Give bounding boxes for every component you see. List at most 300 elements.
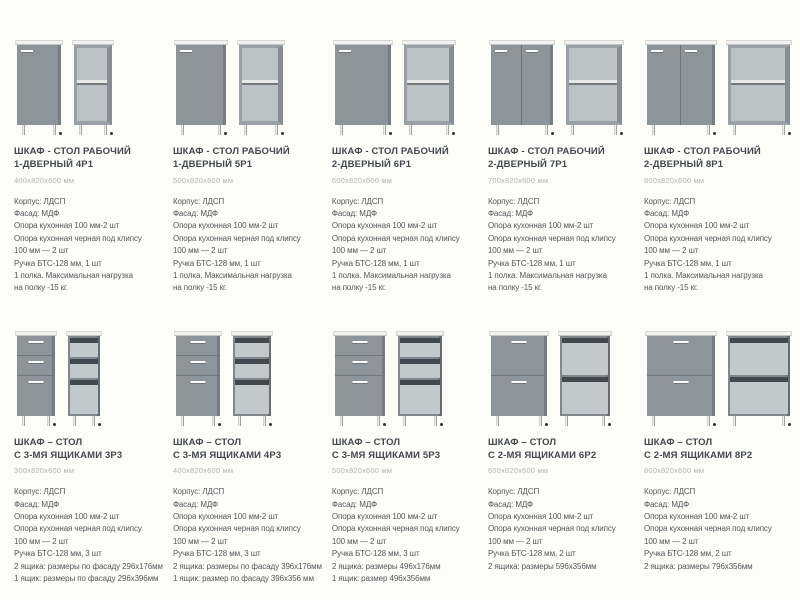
open-drawer-box (400, 359, 440, 378)
spec-line: 1 полка. Максимальная нагрузка (331, 270, 451, 280)
drawer-handle (673, 341, 688, 343)
spec-line: Опора кухонная черная под клипсу (643, 524, 772, 534)
spec-line: Фасад: МДФ (14, 499, 60, 509)
countertop (174, 40, 228, 45)
spec-line: Ручка БТС-128 мм, 1 шт (14, 258, 102, 268)
product-title-line2: 2-ДВЕРНЫЙ 8Р1 (643, 159, 724, 171)
cabinet-leg (244, 125, 247, 135)
spec-line: Опора кухонная черная под клипсу (331, 233, 460, 243)
cabinet-closed-illustration (176, 40, 226, 135)
cabinet-open-illustration (728, 40, 790, 135)
door-handle (495, 50, 507, 52)
product-dimensions: 700х820х600 мм (487, 175, 549, 185)
countertop (726, 40, 792, 45)
spec-line: 1 ящик: размер 496х356мм (331, 574, 431, 584)
cabinet-leg (275, 125, 278, 135)
spec-line: на полку -15 кг. (643, 283, 698, 293)
product-title-line1: ШКАФ - СТОЛ РАБОЧИЙ (487, 146, 605, 157)
spec-line: Ручка БТС-128 мм, 3 шт (14, 549, 102, 559)
cabinet-open-illustration (728, 331, 790, 426)
cabinet-open-illustration (233, 331, 271, 426)
product-specs (332, 196, 478, 295)
cabinet-leg (181, 416, 184, 426)
cabinet-body (335, 45, 391, 125)
product-title (14, 436, 163, 463)
spec-line: Корпус: ЛДСП (643, 487, 696, 497)
cabinet-door (522, 45, 553, 125)
cabinet-legs (176, 125, 226, 135)
spec-line: на полку -15 кг. (14, 283, 69, 293)
spec-line: на полку -15 кг. (172, 283, 227, 293)
spec-line: Опора кухонная 100 мм-2 шт (331, 512, 438, 522)
spec-line: Опора кухонная 100 мм-2 шт (643, 512, 750, 522)
product-title-line1: ШКАФ – СТОЛ (331, 436, 401, 448)
product-card (173, 20, 322, 295)
spec-line: Фасад: МДФ (331, 499, 377, 509)
spec-line: Ручка БТС-128 мм, 1 шт (331, 258, 420, 268)
spec-line: 1 полка. Максимальная нагрузка (14, 270, 133, 280)
product-grid (14, 20, 790, 585)
open-drawer-box (562, 377, 608, 414)
cabinet-open-illustration (74, 40, 112, 135)
cabinet-leg (446, 125, 449, 135)
product-title-line1: ШКАФ - СТОЛ РАБОЧИЙ (172, 146, 290, 157)
drawer-front (335, 356, 385, 375)
countertop (333, 331, 387, 336)
drawer-front (17, 336, 55, 355)
cabinet-body (491, 336, 547, 416)
cabinet-open-illustration (239, 40, 283, 135)
spec-line: 2 ящика: размеры 596х356мм (487, 561, 597, 571)
cabinet-door (176, 45, 226, 125)
countertop (174, 331, 222, 336)
cabinet-legs (728, 416, 790, 426)
spec-line: 100 мм — 2 шт (172, 536, 228, 546)
drawer-front (176, 356, 220, 375)
cabinet-open-illustration (398, 331, 442, 426)
door-handle (685, 50, 697, 52)
cabinet-legs (404, 125, 454, 135)
cabinet-leg (22, 416, 25, 426)
drawer-front (17, 376, 55, 416)
product-title-line2: 1-ДВЕРНЫЙ 4Р1 (14, 159, 94, 171)
cabinet-leg (73, 416, 76, 426)
door-handle (339, 50, 351, 52)
spec-line: 100 мм — 2 шт (487, 246, 543, 256)
cabinet-leg (602, 416, 605, 426)
product-specs (14, 486, 163, 585)
cabinet-body (176, 45, 226, 125)
cabinet-leg (377, 416, 380, 426)
product-title-line2: 2-ДВЕРНЫЙ 6Р1 (331, 159, 412, 171)
cabinet-body (335, 336, 385, 416)
cabinet-leg (707, 416, 710, 426)
cabinet-leg (218, 125, 221, 135)
countertop (564, 40, 624, 45)
spec-line: 2 ящика: размеры 796х356мм (643, 561, 753, 571)
cabinet-body (560, 336, 610, 416)
spec-line: Опора кухонная черная под клипсу (14, 233, 142, 243)
product-card (644, 20, 790, 295)
open-drawer-box (235, 380, 269, 414)
spec-line: 100 мм — 2 шт (487, 536, 543, 546)
cabinet-leg (92, 416, 95, 426)
product-dimensions: 400х820х600 мм (172, 466, 234, 476)
drawer-handle (190, 381, 205, 383)
cabinet-legs (647, 125, 715, 135)
cabinet-leg (733, 416, 736, 426)
product-illustrations (14, 311, 163, 431)
countertop (231, 331, 273, 336)
product-title-line2: 1-ДВЕРНЫЙ 5Р1 (172, 159, 253, 171)
drawer-handle (29, 341, 44, 343)
cabinet-leg (496, 416, 499, 426)
cabinet-leg (782, 416, 785, 426)
drawer-handle (190, 341, 205, 343)
cabinet-leg (383, 125, 386, 135)
cabinet-legs (74, 125, 112, 135)
cabinet-leg (539, 416, 542, 426)
cabinet-body (398, 336, 442, 416)
open-drawer-box (235, 359, 269, 378)
spec-line: Опора кухонная черная под клипсу (14, 524, 142, 534)
cabinet-leg (707, 125, 710, 135)
spec-line: 1 ящик: размер по фасаду 396х356 мм (172, 574, 314, 584)
cabinet-body (239, 45, 283, 125)
product-title (173, 436, 322, 463)
cabinet-body (647, 336, 715, 416)
product-specs (14, 196, 163, 295)
spec-line: Корпус: ЛДСП (14, 487, 66, 497)
cabinet-legs (491, 125, 553, 135)
cabinet-body (647, 45, 715, 125)
spec-line: Корпус: ЛДСП (172, 196, 225, 206)
door-handle (526, 50, 538, 52)
spec-line: Фасад: МДФ (14, 208, 60, 218)
spec-line: Опора кухонная 100 мм-2 шт (14, 221, 120, 231)
spec-line: 100 мм — 2 шт (331, 246, 387, 256)
cabinet-body (17, 45, 61, 125)
drawer-handle (29, 361, 44, 363)
countertop (645, 40, 717, 45)
product-title (332, 436, 478, 463)
product-card (173, 311, 322, 586)
drawer-handle (352, 341, 367, 343)
door-handle (180, 50, 192, 52)
cabinet-closed-illustration (176, 331, 220, 426)
door-handle (651, 50, 663, 52)
countertop (15, 331, 57, 336)
drawer-front (335, 376, 385, 416)
product-dimensions: 600х820х600 мм (331, 175, 393, 185)
product-title (332, 145, 478, 172)
open-drawer-box (70, 359, 98, 378)
shelf (569, 80, 617, 83)
cabinet-legs (335, 125, 391, 135)
drawer-handle (673, 381, 688, 383)
spec-line: 1 ящик: размеры по фасаду 296х396мм (14, 574, 159, 584)
open-drawer-box (70, 338, 98, 357)
cabinet-closed-illustration (647, 331, 715, 426)
cabinet-leg (403, 416, 406, 426)
product-title-line1: ШКАФ – СТОЛ (643, 436, 713, 448)
drawer-front (647, 376, 715, 416)
product-illustrations (14, 20, 163, 140)
product-specs (644, 486, 790, 573)
open-drawer-box (562, 338, 608, 375)
spec-line: 100 мм — 2 шт (172, 246, 228, 256)
product-specs (488, 196, 634, 295)
cabinet-body (491, 45, 553, 125)
drawer-front (335, 336, 385, 355)
product-title (644, 436, 790, 463)
cabinet-legs (17, 125, 61, 135)
spec-line: Ручка БТС-128 мм, 1 шт (487, 258, 576, 268)
countertop (645, 331, 717, 336)
cabinet-body (74, 45, 112, 125)
product-title-line1: ШКАФ – СТОЛ (487, 436, 557, 448)
countertop (402, 40, 456, 45)
spec-line: Опора кухонная черная под клипсу (172, 233, 301, 243)
cabinet-leg (47, 416, 50, 426)
spec-line: Опора кухонная 100 мм-2 шт (172, 221, 279, 231)
spec-line: Опора кухонная 100 мм-2 шт (487, 512, 594, 522)
cabinet-door (335, 45, 391, 125)
spec-line: Опора кухонная 100 мм-2 шт (487, 221, 594, 231)
shelf (242, 80, 278, 83)
cabinet-closed-illustration (491, 331, 547, 426)
product-illustrations (173, 20, 322, 140)
spec-line: на полку -15 кг. (331, 283, 386, 293)
spec-line: Ручка БТС-128 мм, 1 шт (172, 258, 261, 268)
spec-line: 100 мм — 2 шт (643, 536, 699, 546)
drawer-handle (352, 361, 367, 363)
countertop (66, 331, 102, 336)
cabinet-leg (340, 125, 343, 135)
spec-line: Фасад: МДФ (487, 499, 534, 509)
product-illustrations (488, 311, 634, 431)
spec-line: 100 мм — 2 шт (331, 536, 387, 546)
spec-line: Корпус: ЛДСП (487, 487, 540, 497)
cabinet-legs (233, 416, 271, 426)
spec-line: Опора кухонная 100 мм-2 шт (331, 221, 438, 231)
open-drawer-box (730, 377, 788, 414)
product-dimensions: 500х820х600 мм (172, 175, 234, 185)
product-specs (644, 196, 790, 295)
spec-line: Корпус: ЛДСП (643, 196, 696, 206)
product-specs (173, 196, 322, 295)
product-illustrations (644, 20, 790, 140)
cabinet-leg (652, 125, 655, 135)
drawer-front (17, 356, 55, 375)
cabinet-leg (263, 416, 266, 426)
spec-line: Фасад: МДФ (172, 499, 219, 509)
cabinet-legs (68, 416, 100, 426)
product-title-line2: С 2-МЯ ЯЩИКАМИ 6Р2 (487, 450, 597, 462)
spec-line: 1 полка. Максимальная нагрузка (487, 270, 607, 280)
spec-line: Опора кухонная черная под клипсу (643, 233, 772, 243)
cabinet-leg (614, 125, 617, 135)
cabinet-leg (104, 125, 107, 135)
cabinet-door (681, 45, 715, 125)
product-specs (332, 486, 478, 585)
open-drawer-box (400, 338, 440, 357)
cabinet-leg (409, 125, 412, 135)
cabinet-leg (652, 416, 655, 426)
product-title-line1: ШКАФ – СТОЛ (172, 436, 242, 448)
product-illustrations (488, 20, 634, 140)
product-dimensions: 400х820х600 мм (14, 175, 75, 185)
drawer-handle (511, 341, 526, 343)
product-card (14, 311, 163, 586)
drawer-front (647, 336, 715, 376)
drawer-handle (29, 381, 44, 383)
cabinet-leg (545, 125, 548, 135)
product-specs (488, 486, 634, 573)
product-card (332, 20, 478, 295)
product-title-line1: ШКАФ - СТОЛ РАБОЧИЙ (14, 146, 131, 157)
cabinet-leg (733, 125, 736, 135)
countertop (15, 40, 63, 45)
product-card (14, 20, 163, 295)
spec-line: 100 мм — 2 шт (643, 246, 699, 256)
spec-line: Ручка БТС-128 мм, 3 шт (172, 549, 261, 559)
spec-line: Опора кухонная черная под клипсу (331, 524, 460, 534)
product-title-line2: С 3-МЯ ЯЩИКАМИ 3Р3 (14, 450, 123, 462)
cabinet-leg (181, 125, 184, 135)
cabinet-door (491, 45, 522, 125)
spec-line: Опора кухонная 100 мм-2 шт (172, 512, 279, 522)
product-specs (173, 486, 322, 585)
cabinet-leg (53, 125, 56, 135)
product-title-line1: ШКАФ - СТОЛ РАБОЧИЙ (331, 146, 449, 157)
spec-line: Корпус: ЛДСП (172, 487, 225, 497)
cabinet-leg (571, 125, 574, 135)
spec-line: на полку -15 кг. (487, 283, 542, 293)
product-title-line2: 2-ДВЕРНЫЙ 7Р1 (487, 159, 568, 171)
cabinet-body (233, 336, 271, 416)
product-title (488, 145, 634, 172)
cabinet-body (728, 45, 790, 125)
drawer-front (491, 376, 547, 416)
cabinet-leg (782, 125, 785, 135)
countertop (558, 331, 612, 336)
cabinet-leg (496, 125, 499, 135)
product-illustrations (644, 311, 790, 431)
spec-line: Опора кухонная черная под клипсу (487, 524, 616, 534)
product-title (644, 145, 790, 172)
cabinet-legs (17, 416, 55, 426)
cabinet-leg (434, 416, 437, 426)
cabinet-leg (340, 416, 343, 426)
spec-line: Фасад: МДФ (643, 499, 690, 509)
product-card (488, 20, 634, 295)
product-dimensions: 600х820х600 мм (487, 466, 549, 476)
product-illustrations (332, 311, 478, 431)
drawer-handle (511, 381, 526, 383)
drawer-handle (352, 381, 367, 383)
spec-line: 1 полка. Максимальная нагрузка (643, 270, 763, 280)
spec-line: Опора кухонная черная под клипсу (487, 233, 616, 243)
cabinet-open-illustration (560, 331, 610, 426)
cabinet-legs (566, 125, 622, 135)
product-title (173, 145, 322, 172)
cabinet-closed-illustration (335, 331, 385, 426)
cabinet-body (17, 336, 55, 416)
spec-line: Ручка БТС-128 мм, 2 шт (643, 549, 732, 559)
product-card (644, 311, 790, 586)
spec-line: Ручка БТС-128 мм, 1 шт (643, 258, 732, 268)
spec-line: Опора кухонная 100 мм-2 шт (14, 512, 120, 522)
cabinet-legs (335, 416, 385, 426)
spec-line: Ручка БТС-128 мм, 2 шт (487, 549, 576, 559)
shelf (731, 80, 785, 83)
spec-line: Фасад: МДФ (172, 208, 219, 218)
cabinet-body (68, 336, 100, 416)
spec-line: 2 ящика: размеры 496х176мм (331, 561, 441, 571)
shelf (77, 80, 107, 83)
drawer-handle (190, 361, 205, 363)
cabinet-closed-illustration (17, 40, 61, 135)
open-drawer-box (730, 338, 788, 375)
cabinet-open-illustration (68, 331, 100, 426)
spec-line: Фасад: МДФ (643, 208, 690, 218)
cabinet-leg (238, 416, 241, 426)
product-title-line2: С 3-МЯ ЯЩИКАМИ 4Р3 (172, 450, 282, 462)
product-card (332, 311, 478, 586)
cabinet-open-illustration (404, 40, 454, 135)
spec-line: Корпус: ЛДСП (331, 487, 384, 497)
spec-line: Опора кухонная 100 мм-2 шт (643, 221, 750, 231)
cabinet-legs (728, 125, 790, 135)
product-illustrations (332, 20, 478, 140)
product-title-line1: ШКАФ – СТОЛ (14, 436, 83, 448)
spec-line: Корпус: ЛДСП (331, 196, 384, 206)
product-title-line1: ШКАФ - СТОЛ РАБОЧИЙ (643, 146, 761, 157)
open-drawer-box (400, 380, 440, 414)
spec-line: 2 ящика: размеры по фасаду 396х176мм (172, 561, 322, 571)
cabinet-body (728, 336, 790, 416)
spec-line: Опора кухонная черная под клипсу (172, 524, 301, 534)
cabinet-legs (176, 416, 220, 426)
product-illustrations (173, 311, 322, 431)
cabinet-open-illustration (566, 40, 622, 135)
countertop (396, 331, 444, 336)
open-drawer-box (235, 338, 269, 357)
spec-line: Ручка БТС-128 мм, 3 шт (331, 549, 420, 559)
cabinet-body (404, 45, 454, 125)
product-dimensions: 300х820х600 мм (14, 466, 75, 476)
countertop (237, 40, 285, 45)
product-dimensions: 800х820х600 мм (643, 175, 705, 185)
cabinet-body (176, 336, 220, 416)
cabinet-door (17, 45, 61, 125)
shelf (407, 80, 449, 83)
product-title-line2: С 2-МЯ ЯЩИКАМИ 8Р2 (643, 450, 753, 462)
cabinet-leg (212, 416, 215, 426)
countertop (333, 40, 393, 45)
spec-line: Корпус: ЛДСП (14, 196, 66, 206)
product-title (488, 436, 634, 463)
product-dimensions: 800х820х600 мм (643, 466, 705, 476)
countertop (489, 40, 555, 45)
cabinet-leg (79, 125, 82, 135)
drawer-front (491, 336, 547, 376)
cabinet-body (566, 45, 622, 125)
spec-line: 1 полка. Максимальная нагрузка (172, 270, 292, 280)
cabinet-leg (22, 125, 25, 135)
spec-line: 2 ящика: размеры по фасаду 296х176мм (14, 561, 163, 571)
